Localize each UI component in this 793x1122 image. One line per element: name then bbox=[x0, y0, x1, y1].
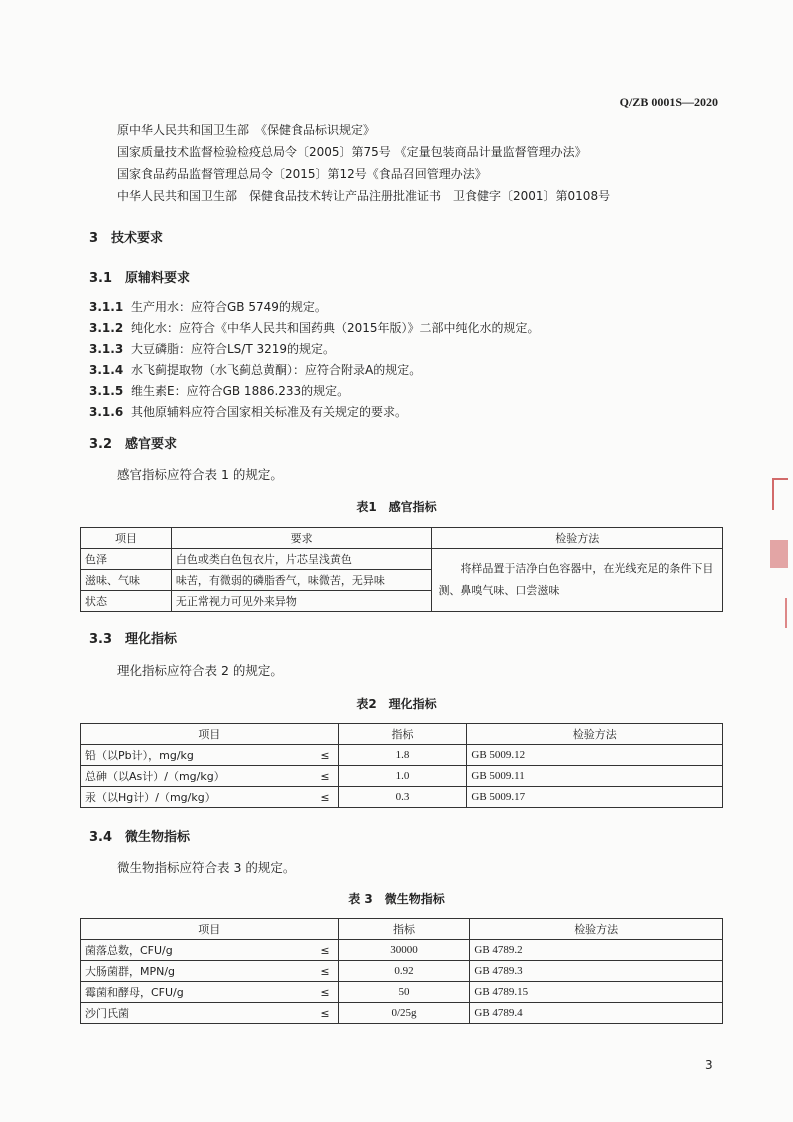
table-2-physicochemical bbox=[80, 723, 723, 808]
cell-requirement: 无正常视力可见外来异物 bbox=[171, 591, 432, 612]
seal-fragment bbox=[775, 598, 787, 628]
document-code: Q/ZB 0001S—2020 bbox=[619, 95, 718, 109]
reference-line: 国家食品药品监督管理总局令〔2015〕第12号《食品召回管理办法》 bbox=[117, 167, 487, 181]
header-cell: 检验方法 bbox=[432, 528, 723, 549]
paragraph: 感官指标应符合表 1 的规定。 bbox=[117, 467, 283, 482]
cell-limit: 1.8 bbox=[338, 745, 467, 766]
header-cell: 项目 bbox=[81, 528, 172, 549]
section-3-heading: 3 技术要求 bbox=[89, 231, 164, 246]
cell-item: 汞（以Hg计）/（mg/kg） bbox=[81, 787, 299, 808]
item-text: 生产用水：应符合GB 5749的规定。 bbox=[131, 300, 327, 314]
seal-fragment bbox=[770, 540, 788, 568]
cell-method: GB 5009.11 bbox=[467, 766, 723, 787]
header-cell: 项目 bbox=[81, 724, 339, 745]
cell-item: 霉菌和酵母，CFU/g bbox=[81, 982, 299, 1003]
reference-line: 中华人民共和国卫生部 保健食品技术转让产品注册批准证书 卫食健字〔2001〕第0108号 bbox=[117, 189, 611, 203]
list-item bbox=[89, 361, 421, 378]
cell-item: 滋味、气味 bbox=[81, 570, 172, 591]
table-header-row bbox=[81, 919, 723, 940]
item-number: 3.1.2 bbox=[89, 321, 124, 335]
list-item bbox=[89, 340, 335, 357]
table-1-sensory bbox=[80, 527, 723, 612]
reference-line: 国家质量技术监督检验检疫总局令〔2005〕第75号 《定量包装商品计量监督管理办法》 bbox=[117, 145, 587, 159]
cell-method: GB 4789.2 bbox=[470, 940, 723, 961]
cell-method: GB 4789.15 bbox=[470, 982, 723, 1003]
list-item bbox=[89, 403, 407, 420]
table-header-row bbox=[81, 528, 723, 549]
cell-item: 色泽 bbox=[81, 549, 172, 570]
table-header-row bbox=[81, 724, 723, 745]
paragraph: 理化指标应符合表 2 的规定。 bbox=[117, 663, 283, 678]
cell-item: 菌落总数，CFU/g bbox=[81, 940, 299, 961]
table-row bbox=[81, 940, 723, 961]
cell-limit: 0.92 bbox=[338, 961, 470, 982]
header-cell: 检验方法 bbox=[470, 919, 723, 940]
cell-operator: ≤ bbox=[298, 982, 338, 1003]
header-cell: 项目 bbox=[81, 919, 339, 940]
cell-limit: 1.0 bbox=[338, 766, 467, 787]
table-3-caption: 表 3 微生物指标 bbox=[348, 892, 445, 906]
item-number: 3.1.3 bbox=[89, 342, 124, 356]
item-number: 3.1.5 bbox=[89, 384, 124, 398]
cell-method: GB 5009.12 bbox=[467, 745, 723, 766]
cell-item: 状态 bbox=[81, 591, 172, 612]
table-row bbox=[81, 1003, 723, 1024]
table-row bbox=[81, 787, 723, 808]
cell-limit: 0.3 bbox=[338, 787, 467, 808]
paragraph: 微生物指标应符合表 3 的规定。 bbox=[117, 860, 296, 875]
page-number: 3 bbox=[705, 1058, 713, 1072]
reference-line: 原中华人民共和国卫生部 《保健食品标识规定》 bbox=[117, 123, 376, 137]
cell-operator: ≤ bbox=[298, 766, 338, 787]
list-item bbox=[89, 382, 349, 399]
table-row bbox=[81, 549, 723, 570]
list-item bbox=[89, 298, 327, 315]
item-text: 其他原辅料应符合国家相关标准及有关规定的要求。 bbox=[131, 405, 408, 419]
item-text: 纯化水：应符合《中华人民共和国药典（2015年版）》二部中纯化水的规定。 bbox=[131, 321, 540, 335]
cell-requirement: 味苦，有微弱的磷脂香气，味微苦，无异味 bbox=[171, 570, 432, 591]
table-3-microbial bbox=[80, 918, 723, 1024]
table-row bbox=[81, 982, 723, 1003]
seal-fragment bbox=[772, 478, 788, 510]
header-cell: 检验方法 bbox=[467, 724, 723, 745]
cell-operator: ≤ bbox=[298, 787, 338, 808]
cell-method: 将样品置于洁净白色容器中，在光线充足的条件下目测、鼻嗅气味、口尝滋味 bbox=[432, 549, 723, 612]
cell-method: GB 4789.4 bbox=[470, 1003, 723, 1024]
cell-operator: ≤ bbox=[298, 1003, 338, 1024]
table-2-caption: 表2 理化指标 bbox=[356, 697, 437, 711]
section-3-4-heading: 3.4 微生物指标 bbox=[89, 830, 191, 845]
cell-operator: ≤ bbox=[298, 745, 338, 766]
item-number: 3.1.1 bbox=[89, 300, 124, 314]
header-cell: 指标 bbox=[338, 724, 467, 745]
cell-operator: ≤ bbox=[298, 961, 338, 982]
header-cell: 要求 bbox=[171, 528, 432, 549]
header-cell: 指标 bbox=[338, 919, 470, 940]
cell-operator: ≤ bbox=[298, 940, 338, 961]
cell-requirement: 白色或类白色包衣片，片芯呈浅黄色 bbox=[171, 549, 432, 570]
section-3-2-heading: 3.2 感官要求 bbox=[89, 437, 178, 452]
list-item bbox=[89, 319, 540, 336]
section-3-3-heading: 3.3 理化指标 bbox=[89, 632, 178, 647]
cell-method: GB 5009.17 bbox=[467, 787, 723, 808]
item-text: 大豆磷脂：应符合LS/T 3219的规定。 bbox=[131, 342, 336, 356]
cell-item: 沙门氏菌 bbox=[81, 1003, 299, 1024]
table-row bbox=[81, 745, 723, 766]
cell-item: 总砷（以As计）/（mg/kg） bbox=[81, 766, 299, 787]
item-text: 维生素E：应符合GB 1886.233的规定。 bbox=[131, 384, 350, 398]
cell-item: 大肠菌群，MPN/g bbox=[81, 961, 299, 982]
section-3-1-heading: 3.1 原辅料要求 bbox=[89, 271, 191, 286]
table-row bbox=[81, 766, 723, 787]
item-number: 3.1.4 bbox=[89, 363, 124, 377]
cell-item: 铅（以Pb计），mg/kg bbox=[81, 745, 299, 766]
cell-limit: 30000 bbox=[338, 940, 470, 961]
item-number: 3.1.6 bbox=[89, 405, 124, 419]
table-1-caption: 表1 感官指标 bbox=[356, 500, 437, 514]
table-row bbox=[81, 961, 723, 982]
cell-limit: 0/25g bbox=[338, 1003, 470, 1024]
cell-limit: 50 bbox=[338, 982, 470, 1003]
item-text: 水飞蓟提取物（水飞蓟总黄酮）：应符合附录A的规定。 bbox=[131, 363, 422, 377]
cell-method: GB 4789.3 bbox=[470, 961, 723, 982]
